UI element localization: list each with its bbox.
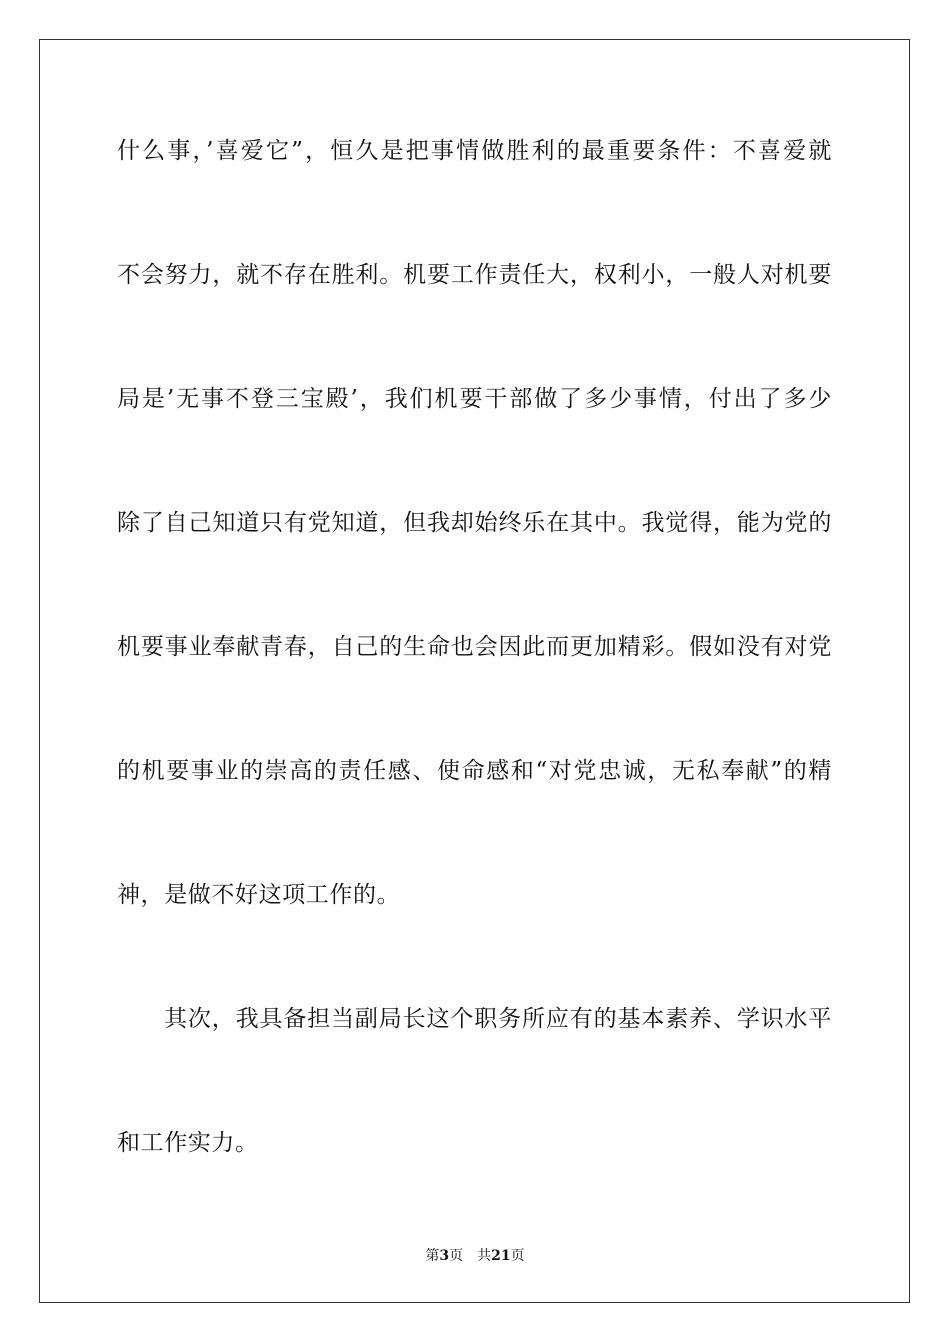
page-number: 3 — [439, 1248, 450, 1264]
body-text-line: 什么事，’喜爱它”，恒久是把事情做胜利的最重要条件：不喜爱就 — [117, 138, 832, 164]
body-text-line: 机要事业奉献青春，自己的生命也会因此而更加精彩。假如没有对党 — [117, 634, 832, 660]
body-text-line: 神，是做不好这项工作的。 — [117, 882, 401, 908]
body-text-line: 和工作实力。 — [117, 1130, 259, 1156]
body-text-line: 局是’无事不登三宝殿’，我们机要干部做了多少事情，付出了多少 — [117, 386, 832, 412]
total-prefix: 共 — [477, 1248, 492, 1264]
body-text-line: 不会努力，就不存在胜利。机要工作责任大，权利小，一般人对机要 — [117, 262, 832, 288]
page-footer — [0, 1246, 950, 1266]
page-suffix: 页 — [449, 1248, 464, 1264]
body-text-line: 除了自己知道只有党知道，但我却始终乐在其中。我觉得，能为党的 — [117, 510, 832, 536]
paragraph-first-line: 其次，我具备担当副局长这个职务所应有的基本素养、学识水平 — [164, 1006, 832, 1032]
total-suffix: 页 — [510, 1248, 525, 1264]
total-pages: 21 — [491, 1248, 511, 1264]
body-text-line: 的机要事业的崇高的责任感、使命感和“对党忠诚，无私奉献”的精 — [117, 758, 832, 784]
page-border — [39, 39, 910, 1303]
page-prefix: 第 — [425, 1248, 440, 1264]
